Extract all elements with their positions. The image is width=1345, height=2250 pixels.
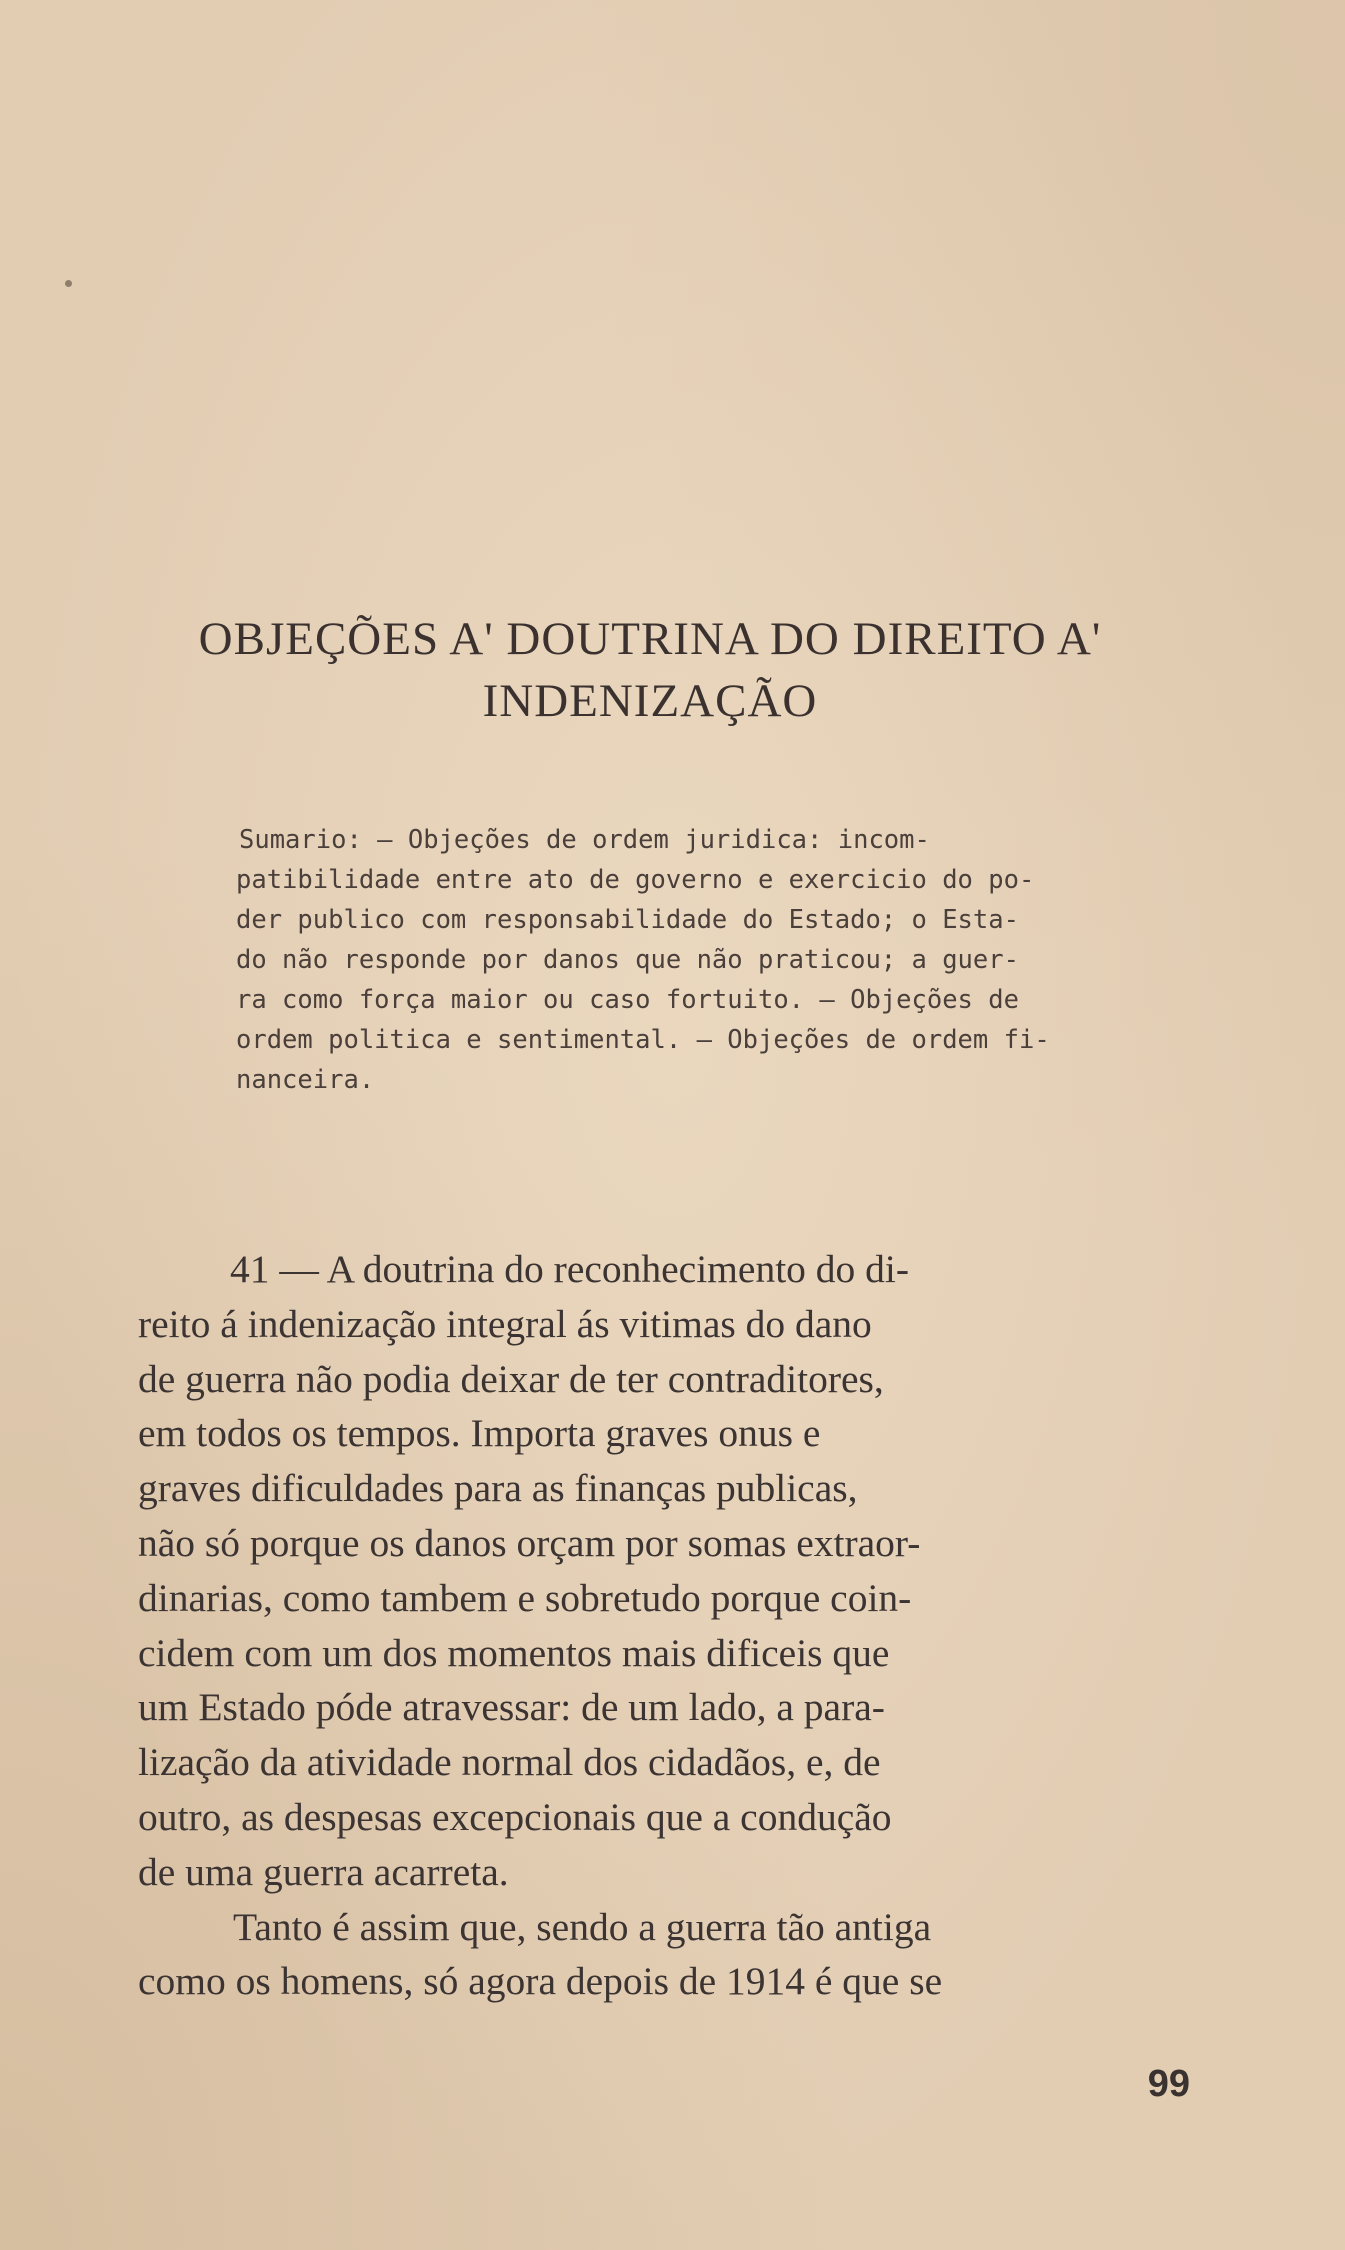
paragraph-line: de guerra não podia deixar de ter contraditores, bbox=[138, 1356, 884, 1401]
paragraph-line: outro, as despesas excepcionais que a condução bbox=[138, 1794, 892, 1839]
paragraph-line: reito á indenização integral ás vitimas do dano bbox=[138, 1301, 872, 1346]
paragraph-line: graves dificuldades para as finanças publicas, bbox=[138, 1466, 858, 1511]
body-text bbox=[138, 1242, 1178, 2009]
ink-speck bbox=[65, 280, 72, 287]
chapter-title bbox=[150, 608, 1150, 732]
summary-line: ra como força maior ou caso fortuito. — Objeções de bbox=[236, 985, 1019, 1015]
chapter-title-line-1: OBJEÇÕES A' DOUTRINA DO DIREITO A' bbox=[198, 613, 1102, 665]
paragraph-line: um Estado póde atravessar: de um lado, a para- bbox=[138, 1685, 885, 1730]
paragraph-line: dinarias, como tambem e sobretudo porque coin- bbox=[138, 1575, 912, 1620]
paragraph-line: como os homens, só agora depois de 1914 é que se bbox=[138, 1959, 943, 2004]
paragraph-line: cidem com um dos momentos mais dificeis que bbox=[138, 1630, 890, 1675]
paragraph-line: não só porque os danos orçam por somas extraor- bbox=[138, 1520, 921, 1565]
page-number: 99 bbox=[1147, 2063, 1190, 2105]
chapter-title-line-2: INDENIZAÇÃO bbox=[482, 675, 818, 727]
chapter-summary bbox=[236, 820, 1176, 1100]
paragraph-line: em todos os tempos. Importa graves onus e bbox=[138, 1411, 821, 1456]
summary-line: Sumario: — Objeções de ordem juridica: incom- bbox=[239, 825, 930, 855]
paragraph-line: 41 — A doutrina do reconhecimento do di- bbox=[230, 1247, 910, 1291]
summary-line: ordem politica e sentimental. — Objeções de ordem fi- bbox=[236, 1025, 1050, 1055]
paragraph-line: de uma guerra acarreta. bbox=[138, 1849, 509, 1894]
summary-line: nanceira. bbox=[236, 1065, 375, 1095]
summary-line: do não responde por danos que não praticou; a guer- bbox=[236, 945, 1019, 975]
summary-line: patibilidade entre ato de governo e exercicio do po- bbox=[236, 865, 1035, 895]
summary-line: der publico com responsabilidade do Estado; o Esta- bbox=[236, 905, 1019, 935]
paragraph-line: Tanto é assim que, sendo a guerra tão antiga bbox=[233, 1904, 932, 1949]
paragraph-line: lização da atividade normal dos cidadãos, e, de bbox=[138, 1740, 881, 1785]
